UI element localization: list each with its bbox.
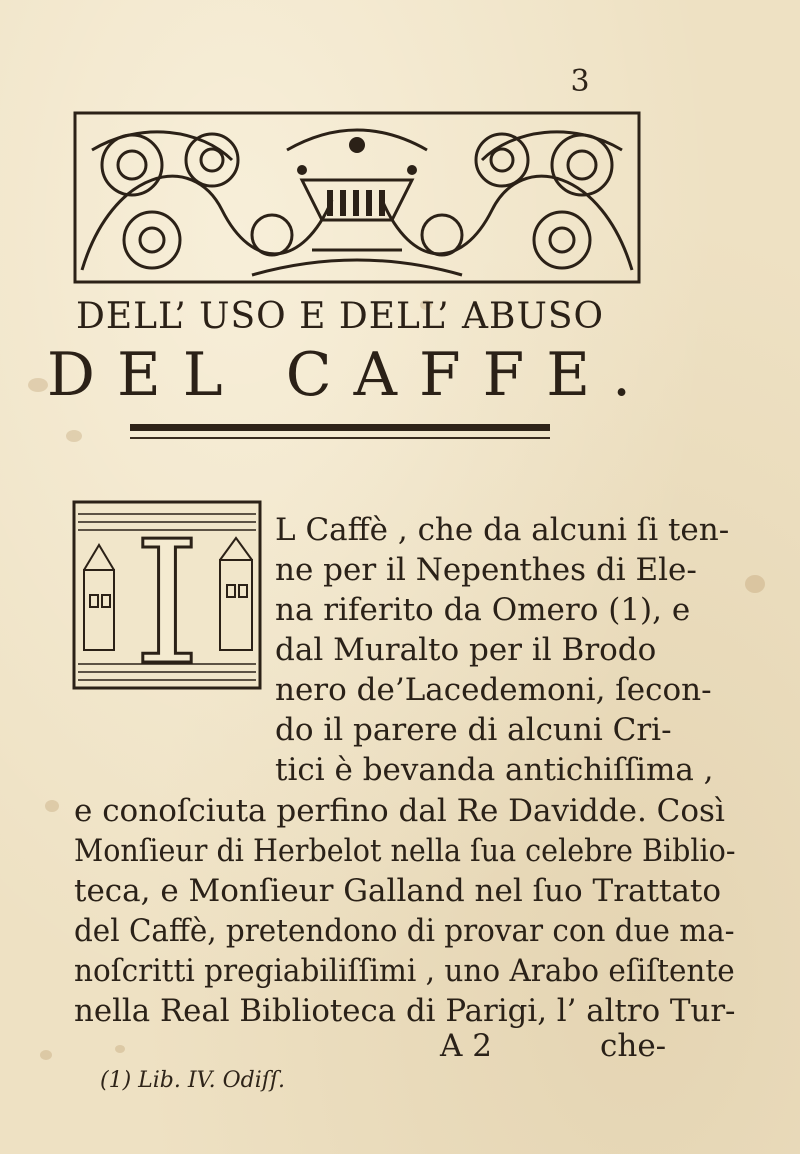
body-line: dal Muralto per il Brodo bbox=[275, 632, 657, 668]
body-line: Monſieur di Herbelot nella ſua celebre Biblio- bbox=[74, 833, 736, 869]
body-line: na riferito da Omero (1), e bbox=[275, 592, 691, 628]
body-line: L Caffè , che da alcuni ſi ten- bbox=[275, 512, 730, 548]
initial-letter: I bbox=[133, 505, 201, 690]
body-line: nella Real Biblioteca di Parigi, l’ altro Tur- bbox=[74, 993, 736, 1029]
body-line: nero de’Lacedemoni, ſecon- bbox=[275, 672, 712, 708]
body-line: teca, e Monſieur Galland nel ſuo Trattato bbox=[74, 873, 722, 909]
body-line: ne per il Nepenthes di Ele- bbox=[275, 552, 697, 588]
signature-mark: A 2 bbox=[440, 1028, 492, 1064]
title-line-1: DELL’ USO E DELL’ ABUSO bbox=[75, 296, 605, 337]
body-line: del Caffè, pretendono di provar con due ma- bbox=[74, 913, 735, 949]
body-line: e conoſciuta perfino dal Re Davidde. Così bbox=[74, 793, 725, 829]
footnote: (1) Lib. IV. Odiſſ. bbox=[100, 1068, 286, 1093]
title-line-2: DEL CAFFE. bbox=[46, 340, 654, 410]
body-line: noſcritti pregiabiliſſimi , uno Arabo eſiſtente bbox=[74, 953, 735, 989]
page-number: 3 bbox=[570, 64, 590, 99]
catchword: che- bbox=[600, 1028, 667, 1064]
body-line: tici è bevanda antichiſſima , bbox=[275, 752, 714, 788]
body-line: do il parere di alcuni Cri- bbox=[275, 712, 672, 748]
